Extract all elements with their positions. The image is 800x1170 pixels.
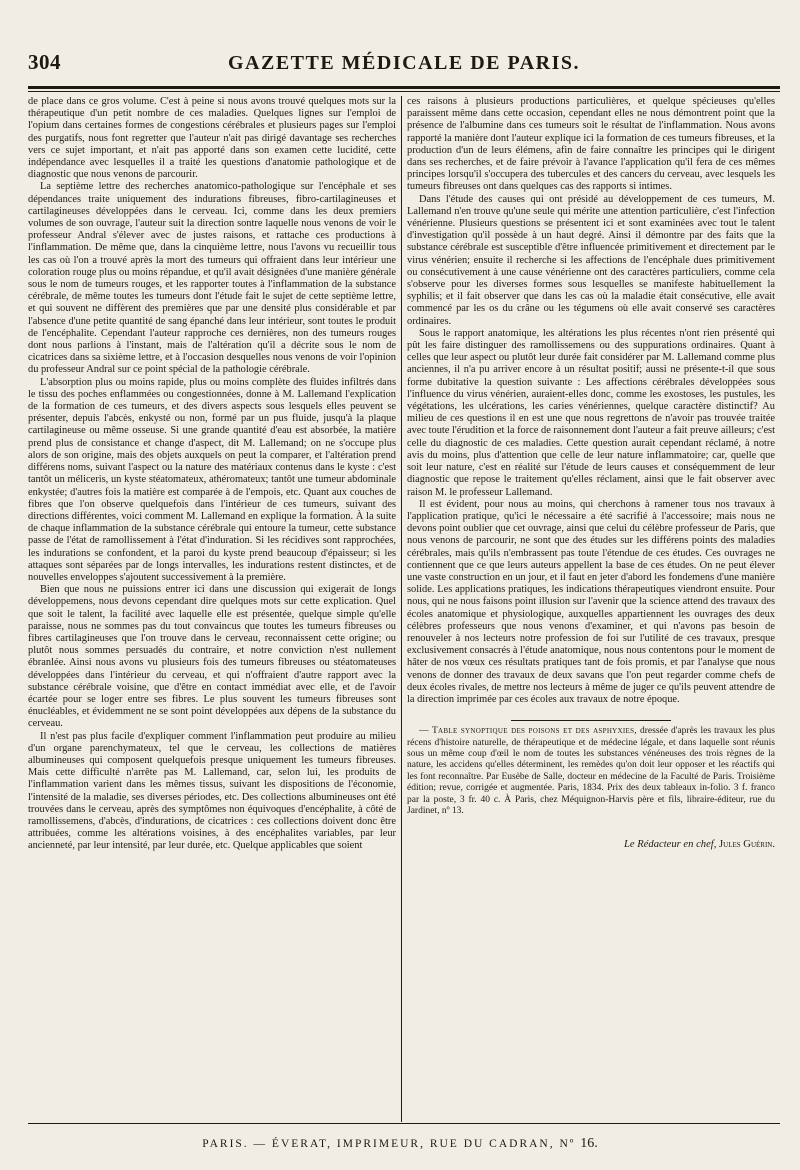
right-column	[407, 96, 775, 1126]
notice-text: dressée d'après les travaux les plus récens d'histoire naturelle, de thérapeutique et de médecine légale, et dans laquelle sont réunis sous un même coup d'œil le nom de toutes les substances vénéneuses des trois règnes de la nature, les accidens qu'elles déterminent, les remèdes qu'on doit leur opposer et les réactifs qui les font reconnaître. Par Eusèbe de Salle, docteur en médecine de la Faculté de Paris. Troisième édition; revue, corrigée et augmentée. Paris, 1834. Prix des deux tableaux in-folio. 3 f. franco par la poste, 3 fr. 40 c. À Paris, chez Méquignon-Harvis père et fils, libraire-éditeur, rue du Jardinet, nº 13.	[407, 726, 775, 816]
editor-name: Jules Guérin.	[719, 839, 775, 851]
page-header	[28, 50, 780, 84]
page-footer	[0, 1136, 800, 1152]
column-divider	[401, 96, 402, 1122]
left-paragraph: Il n'est pas plus facile d'expliquer comment l'inflammation peut produire au milieu d'un organe parenchymateux, tel que le cerveau, les collections de matières albumineuses qui composent quelquefois presque uniquement les tumeurs fibreuses. Mais cette difficulté n'arrête pas M. Lallemand, car, selon lui, les produits de l'inflammation varient dans les mêmes tissus, suivant les dispositions de l'économie, l'intensité de la maladie, ses diverses périodes, etc. Des collections albumineuses ont été trouvées dans le cerveau, après des symptômes non équivoques d'encéphalite, à côté de ramollissemens, d'abcès, d'indurations, de cicatrices : ces collections doivent donc être attribuées, comme les altérations voisines, à des encéphalites variables, par leur ancienneté, par leur intensité, par leur durée, etc. Quelque applicables que soient	[28, 730, 396, 852]
printer-imprint: PARIS. — ÉVERAT, IMPRIMEUR, RUE DU CADRAN, Nº	[202, 1138, 576, 1150]
book-notice	[407, 726, 775, 817]
notice-separator	[511, 720, 671, 721]
page-number: 304	[28, 50, 61, 74]
notice-title: — Table synoptique des poisons et des asphyxies,	[419, 726, 637, 737]
left-column	[28, 96, 396, 1120]
left-paragraph: de place dans ce gros volume. C'est à peine si nous avons trouvé quelques mots sur la thérapeutique d'un petit nombre de ces maladies. Quelques lignes sur l'emploi de l'opium dans certaines formes de congestions cérébrales et plusieurs pages sur l'emploi des purgatifs, nous font regretter que l'auteur n'ait pas dirigé davantage ses recherches vers ce sujet important, et n'ait pas apporté dans son examen cette lucidité, cette indépendance avec lesquelles il a traité les questions d'anatomie pathologique et de diagnostic que nous venons de parcourir.	[28, 96, 396, 181]
left-paragraph: La septième lettre des recherches anatomico-pathologique sur l'encéphale et ses dépendances traite uniquement des indurations fibreuses, fibro-cartilagineuses et cartilagineuses développées dans le cerveau. Ici, comme dans les deux premiers volumes de son ouvrage, l'auteur suit la direction sontre laquelle nous venons de voir le professeur Andral s'élever avec de justes raisons, et rattache ces productions à l'inflammation. De même que, dans la cinquième lettre, nous l'avons vu recueillir tous les cas où l'on a trouvé après la mort des tumeurs qui offraient dans leur intérieur une coloration rouge plus ou moins répandue, et qu'il avait désignées d'une manière générale sous le nom de tumeurs rouges, et les rapporter toutes à l'inflammation de la substance cérébrale, de même toutes les tumeurs dont l'étude fait le sujet de cette septième lettre, et qui souvent ne diffèrent des premières que par une densité plus considérable et par l'absence d'une petite quantité de sang épanché dans leur intérieur, sont toutes le produit de l'encéphalite. Cependant l'auteur rapproche ces dernières, non des tumeurs rouges dont nous parlions à l'instant, mais de l'altération qu'il a décrite sous le nom de cicatrices dans sa sixième lettre, et à l'occasion desquelles nous venons de voir l'opinion du professeur Andral sur ce point spécial de la pathologie cérébrale.	[28, 181, 396, 376]
right-paragraph: Dans l'étude des causes qui ont présidé au développement de ces tumeurs, M. Lallemand n'en trouve qu'une seule qui mérite une attention particulière, c'est l'infection vénérienne. Plusieurs questions se présentent ici et sont examinées avec tout le talent d'investigation qu'il possède à un haut degré. Ainsi il démontre par des faits que la substance cérébrale est susceptible d'être influencée primitivement et directement par le virus vénérien; ensuite il recherche si les affections de l'encéphale dues primitivement ou consécutivement à une cause vénérienne ont des caractères particuliers, comme cela s'observe pour les diverses formes sous lesquelles se manifeste habituellement la syphilis; et il fait observer que dans les cas où la maladie était consécutive, elle avait commencé par les os du crâne ou les tégumens où elle avait conservé ses caractères ordinaires.	[407, 193, 775, 327]
left-paragraph: L'absorption plus ou moins rapide, plus ou moins complète des fluides infiltrés dans le tissu des poches enflammées ou congestionnées, donne à M. Lallemand l'explication de la formation de ces tumeurs, et des divers aspects sous lesquels elles peuvent se présenter, depuis l'abcès, enkysté ou non, formé par un pus fluide, jusqu'à la plaque cartilagineuse ou même osseuse. Si une grande quantité d'eau est absorbée, la matière prend plus de consistance et change d'aspect, dit M. Lallemand; on ne s'occupe plus alors de son origine, mais des objets auxquels on peut la comparer, et l'altération prend différens noms, suivant l'aspect ou la nature des matériaux contenus dans le kyste : c'est tantôt un méliceris, un kyste stéatomateux, athéromateux; tantôt une tumeur abdominale enkystée; d'autres fois la matière est comparée à de l'empois, etc. Quant aux couches de fibres que l'on observe quelquefois dans l'intérieur de ces tumeurs, suivant des directions différentes, voici comment M. Lallemand en explique la formation. À la suite de chaque inflammation de la substance cérébrale qui entoure la tumeur, cette substance passe de l'état de ramollissement à l'état d'induration. Si les récidives sont rapprochées, les indurations se confondent, et la paroi du kyste prend beaucoup d'épaisseur; si les attaques sont séparées par de longs intervalles, les indurations restent distinctes, et de nouvelles enveloppes s'ajoutent successivement à la première.	[28, 376, 396, 583]
right-paragraph: Sous le rapport anatomique, les altérations les plus récentes n'ont rien présenté qui pût les faire distinguer des ramollissemens ou des suppurations ordinaires. Quant à celles que leur aspect ou plutôt leur durée fait considérer par M. Lallemand comme plus anciennes, il n'a pu arriver encore à un résultat positif; aussi ne présente-t-il que sous forme dubitative la question suivante : Les affections cérébrales développées sous l'influence du virus vénérien, auraient-elles donc, comme les exostoses, les pustules, les végétations, les ulcérations, les caries vénériennes, quelque caractère distinctif? Au milieu de ces questions il en est une que nous regrettons de n'avoir pas trouvée traitée avec toute l'érudition et la force de raisonnement dont l'auteur a fait preuve ailleurs; c'est celle du diagnostic de ces maladies. Cette question aurait cependant réclamé, à notre avis du moins, plus d'attention que celle de leur nature inflammatoire; car, quelle que soit leur nature, c'est en réalité sur l'étude de leurs causes et conséquemment de leur diagnostic que repose le traitement qu'elles réclament, ainsi que le fait observer avec raison M. le professeur Lallemand.	[407, 327, 775, 498]
header-rule-thick	[28, 86, 780, 89]
left-paragraph: Bien que nous ne puissions entrer ici dans une discussion qui exigerait de longs développemens, nous devons cependant dire quelques mots sur cette explication. Quel que soit le talent, la facilité avec laquelle elle est présentée, quelque simple qu'elle paraisse, nous ne sommes pas du tout convaincus que toutes les tumeurs fibreuses ou fibres cartilagineuses que l'on trouve dans le cerveau, reconnaissent cette origine; ou plutôt nous sommes persuadés du contraire, et notre conviction n'est nullement ébranlée. Ainsi nous avons vu plusieurs fois des tumeurs fibreuses ou stéatomateuses développées dans l'intérieur du cerveau, et qui n'offraient d'autre rapport avec la substance cérébrale voisine, que d'être en contact immédiat avec elle, et de l'avoir écartée pour se loger entre ses fibres. Le plus souvent les tumeurs fibreuses sont énucléables, et évidemment ne se sont point développées aux dépens de la substance du cerveau.	[28, 584, 396, 730]
right-paragraph: ces raisons à plusieurs productions particulières, et quelque spécieuses qu'elles paraissent même dans cette occasion, cependant elles ne nous démontrent point que la présence de l'albumine dans ces tumeurs soit le résultat de l'inflammation. Nous avons rapporté la manière dont l'auteur explique ici la formation de ces tumeurs fibreuses, et la production d'un de leurs élémens, afin de faire connaître les principes qui le dirigent dans ses recherches, et de faire prévoir à l'avance l'application qu'il fera de ces mêmes principes lorsqu'il s'occupera des tubercules et des cancers du cerveau, avec lesquels les tumeurs fibreuses ont dans quelques cas des rapports si intimes.	[407, 96, 775, 193]
issue-number: 16.	[580, 1136, 598, 1151]
editor-signature	[407, 839, 775, 851]
editor-label: Le Rédacteur en chef,	[624, 839, 717, 851]
right-paragraph: Il est évident, pour nous au moins, qui cherchons à ramener tous nos travaux à l'application pratique, qu'ici le nécessaire a été sacrifié à l'accessoire; mais nous ne devons point oublier que cet ouvrage, ainsi que celui du célèbre professeur de Paris, que nous venons de parcourir, ne sont que des études sur les différens points des maladies cérébrales, mais qu'ils n'embrassent pas toute l'étendue de ces études. Ces ouvrages ne contiennent que ce que leurs auteurs appellent la base de ces études. On ne peut élever une vaste construction en un jour, et il faut en jeter d'abord les fondemens d'une manière solide. Les applications pratiques, les indications thérapeutiques viendront ensuite. Pour nous, qui ne nous faisons point illusion sur l'avenir que la science attend des travaux des écoles anatomique et physiologique, auxquelles appartiennent les ouvrages des deux célèbres professeurs que nous venons d'examiner, et qui n'avons pas besoin de renouveler à nos lecteurs notre profession de foi sur l'utilité de ces travaux, presque exclusivement consacrés à l'étude anatomique, nous nous contentons pour le moment de hâter de nos vœux ces résultats pratiques tant de fois promis, et par l'analyse que nous venons de donner des travaux de deux savans que l'on peut regarder comme chefs de deux écoles rivales, de mettre nos lecteurs à même de juger ce qu'ils peuvent attendre de la direction imprimée par ces écoles aux travaux de notre époque.	[407, 498, 775, 705]
footer-rule	[28, 1123, 780, 1124]
header-rule-thin	[28, 91, 780, 92]
journal-title: GAZETTE MÉDICALE DE PARIS.	[227, 52, 581, 74]
